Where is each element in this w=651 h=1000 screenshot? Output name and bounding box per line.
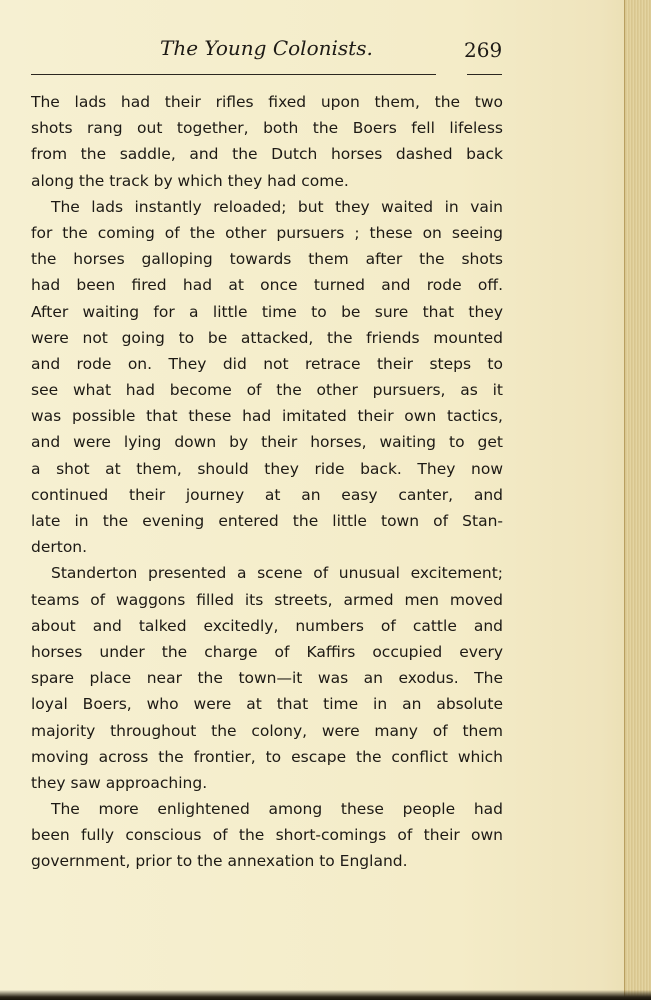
text-line: government, prior to the annexation to England. [31,852,408,871]
text-line: see what had become of the other pursuers, as it [31,381,503,400]
text-line: shots rang out together, both the Boers fell lifeless [31,119,503,138]
text-line: been fully conscious of the short-comings of their own [31,826,503,845]
text-line: were not going to be attacked, the friends mounted [31,328,503,347]
bottom-shadow [0,990,651,1000]
text-line: a shot at them, should they ride back. They now [31,459,503,478]
text-line: from the saddle, and the Dutch horses dashed back [31,145,503,164]
text-line: horses under the charge of Kaffirs occupied every [31,642,503,661]
page-edge [624,0,651,1000]
text-line: late in the evening entered the little town of Stan- [31,512,503,530]
body-text [31,89,503,875]
running-title: The Young Colonists. [160,36,373,60]
text-line: and rode on. They did not retrace their steps to [31,354,503,373]
text-line: continued their journey at an easy canter, and [31,485,503,504]
text-line: loyal Boers, who were at that time in an absolute [31,695,503,714]
text-line: Standerton presented a scene of unusual excitement; [51,564,503,583]
text-line: teams of waggons filled its streets, armed men moved [31,590,503,609]
text-line: The lads instantly reloaded; but they waited in vain [51,197,503,216]
text-line: and were lying down by their horses, waiting to get [31,433,503,452]
paragraph [31,194,503,561]
text-line: had been fired had at once turned and rode off. [31,276,503,295]
text-line: about and talked excitedly, numbers of cattle and [31,616,503,635]
paragraph [31,796,503,875]
header-rule [31,74,436,75]
text-line: along the track by which they had come. [31,171,349,190]
text-line: spare place near the town—it was an exodus. The [31,669,503,688]
text-line: the horses galloping towards them after the shots [31,250,503,269]
page-number: 269 [464,38,503,62]
paragraph [31,89,503,194]
running-header [0,32,651,72]
text-line: The lads had their rifles fixed upon them, the two [31,93,503,111]
text-line: they saw approaching. [31,773,208,792]
text-line: was possible that these had imitated their own tactics, [31,407,503,426]
text-line: The more enlightened among these people had [51,800,503,819]
paragraph [31,560,503,796]
header-rule [467,74,502,75]
text-line: moving across the frontier, to escape the conflict which [31,747,503,766]
text-line: After waiting for a little time to be sure that they [31,302,503,321]
text-line: derton. [31,538,88,557]
text-line: for the coming of the other pursuers ; these on seeing [31,223,503,242]
text-line: majority throughout the colony, were many of them [31,721,503,740]
